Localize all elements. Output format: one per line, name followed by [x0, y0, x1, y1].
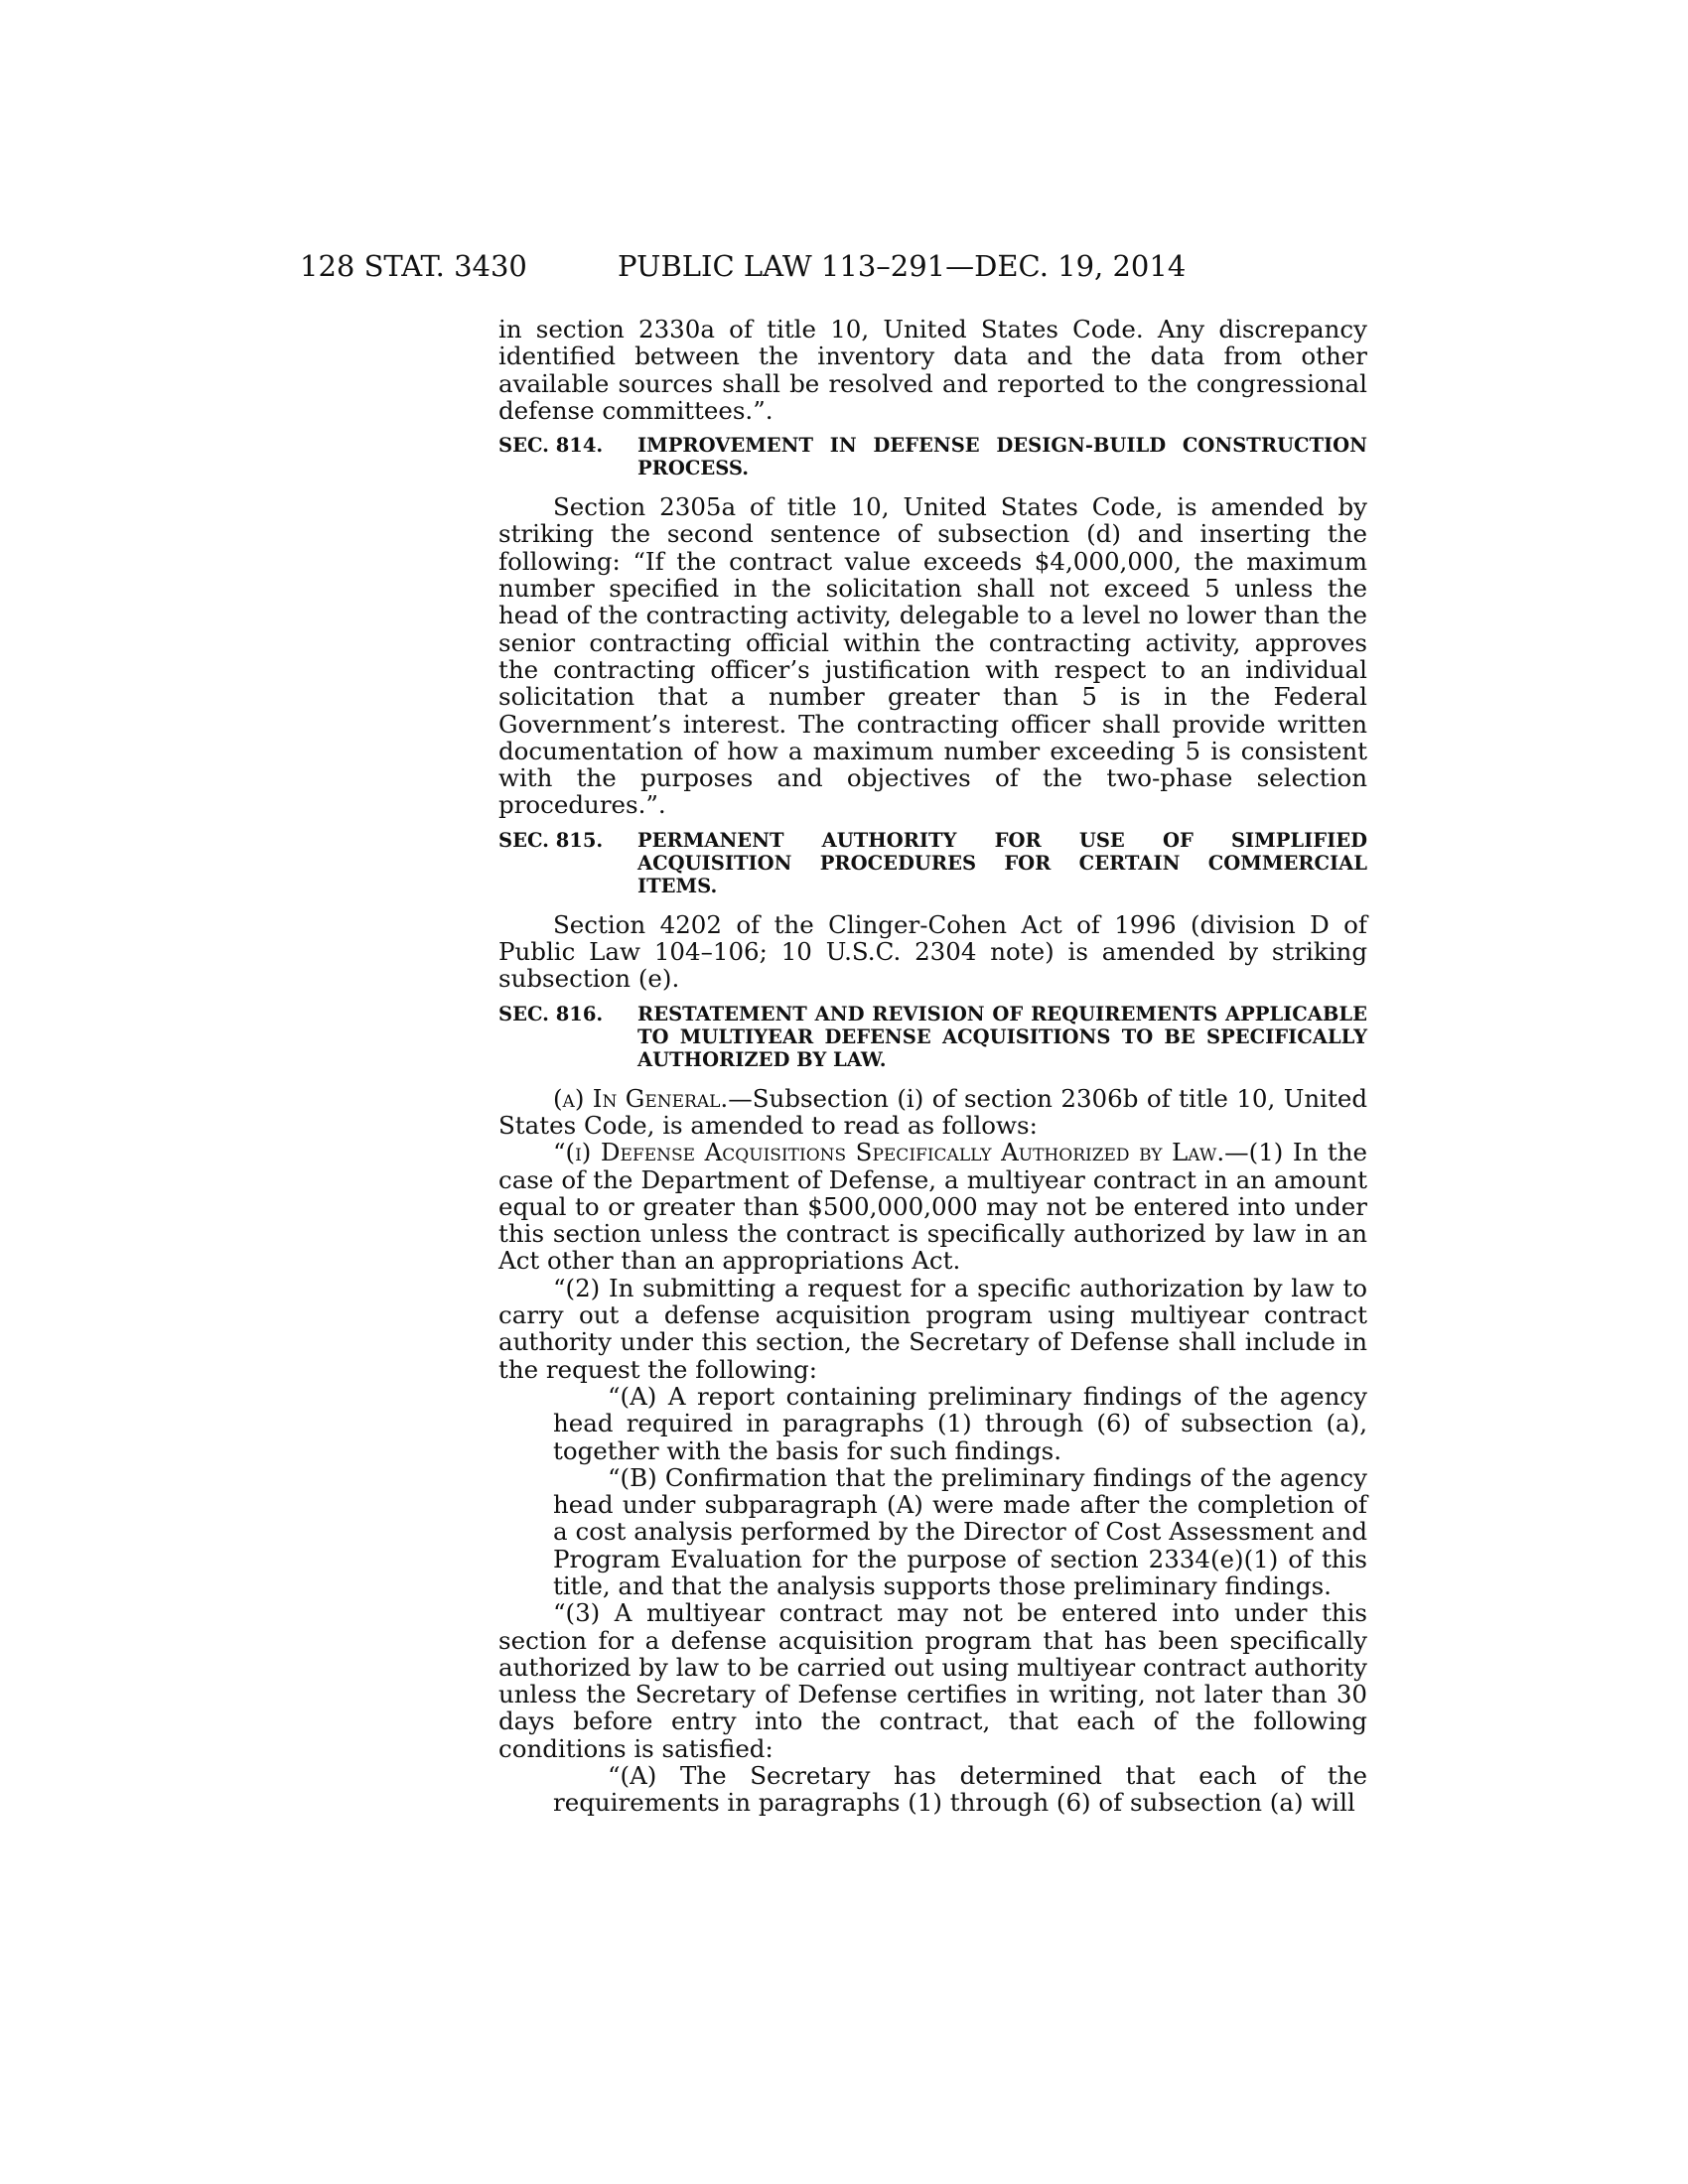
section-815-heading [498, 829, 1367, 897]
subsection-heading: (a) In General. [553, 1083, 729, 1113]
quoted-subsection-i [498, 1139, 1367, 1274]
section-815-text: Section 4202 of the Clinger-Cohen Act of 1996 (division D of Public Law 104–106; 10 U.S.C. 2304 note) is amended by striking subsection (e). [498, 909, 1367, 994]
paragraph-continuation: in section 2330a of title 10, United States Code. Any discrepancy identified between the inventory data and the data from other available sources shall be resolved and reported to the congressional defense committees.”. [498, 315, 1367, 425]
section-814-heading [498, 434, 1367, 479]
subparagraph-3a: “(A) The Secretary has determined that each of the requirements in paragraphs (1) through (6) of subsection (a) will [553, 1761, 1367, 1818]
section-814-text: Section 2305a of title 10, United States Code, is amended by striking the second sentence of subsection (d) and inserting the following: “If the contract value exceeds $4,000,000, the maximum number specified in the solicitation shall not exceed 5 unless the head of the contracting activity, delegable to a level no lower than the senior contracting official within the contracting activity, approves the contracting officer’s justification with respect to an individual solicitation that a number greater than 5 is in the Federal Government’s interest. The contracting officer shall provide written documentation of how a maximum number exceeding 5 is consistent with the purposes and objectives of the two-phase selection procedures.”. [498, 492, 1367, 820]
section-title: RESTATEMENT AND REVISION OF REQUIREMENTS APPLICABLE TO MULTIYEAR DEFENSE ACQUISITIONS TO BE SPECIFICALLY AUTHORIZED BY LAW. [637, 1002, 1367, 1071]
page-header [300, 246, 1367, 286]
statute-page-number: 128 STAT. 3430 [300, 249, 527, 283]
subparagraph-2b: “(B) Confirmation that the preliminary findings of the agency head under subparagraph (A) were made after the completion of a cost analysis performed by the Director of Cost Assessment and Program Evaluation for the purpose of section 2334(e)(1) of this title, and that the analysis supports those preliminary findings. [553, 1462, 1367, 1600]
section-title: PERMANENT AUTHORITY FOR USE OF SIMPLIFIED ACQUISITION PROCEDURES FOR CERTAIN COMMERCIAL ITEMS. [637, 828, 1367, 897]
subsection-a [498, 1085, 1367, 1140]
public-law-citation: PUBLIC LAW 113–291—DEC. 19, 2014 [618, 249, 1187, 283]
quoted-heading: “(i) Defense Acquisitions Specifically Authorized by Law. [553, 1138, 1225, 1167]
quoted-text: —(1) In the case of the Department of Defense, a multiyear contract in an amount equal to or greater than $500,000,000 may not be entered into under this section unless the contract is specifically authorized by law in an Act other than an appropriations Act. [498, 1138, 1367, 1276]
section-816-heading [498, 1003, 1367, 1071]
subsection-text: —Subsection (i) of section 2306b of title 10, United States Code, is amended to read as follows: [498, 1083, 1367, 1140]
document-body [498, 316, 1367, 1817]
section-number: SEC. 816. [498, 1002, 604, 1025]
section-number: SEC. 815. [498, 828, 604, 852]
paragraph-3: “(3) A multiyear contract may not be entered into under this section for a defense acquisition program that has been specifically authorized by law to be carried out using multiyear contract authority unless the Secretary of Defense certifies in writing, not later than 30 days before entry into the contract, that each of the following conditions is satisfied: [498, 1598, 1367, 1763]
paragraph-2: “(2) In submitting a request for a specific authorization by law to carry out a defense acquisition program using multiyear contract authority under this section, the Secretary of Defense shall include in the request the following: [498, 1273, 1367, 1384]
section-title: IMPROVEMENT IN DEFENSE DESIGN-BUILD CONSTRUCTION PROCESS. [637, 434, 1367, 480]
section-number: SEC. 814. [498, 434, 604, 458]
subparagraph-2a: “(A) A report containing preliminary findings of the agency head required in paragraphs (1) through (6) of subsection (a), together with the basis for such findings. [553, 1381, 1367, 1465]
